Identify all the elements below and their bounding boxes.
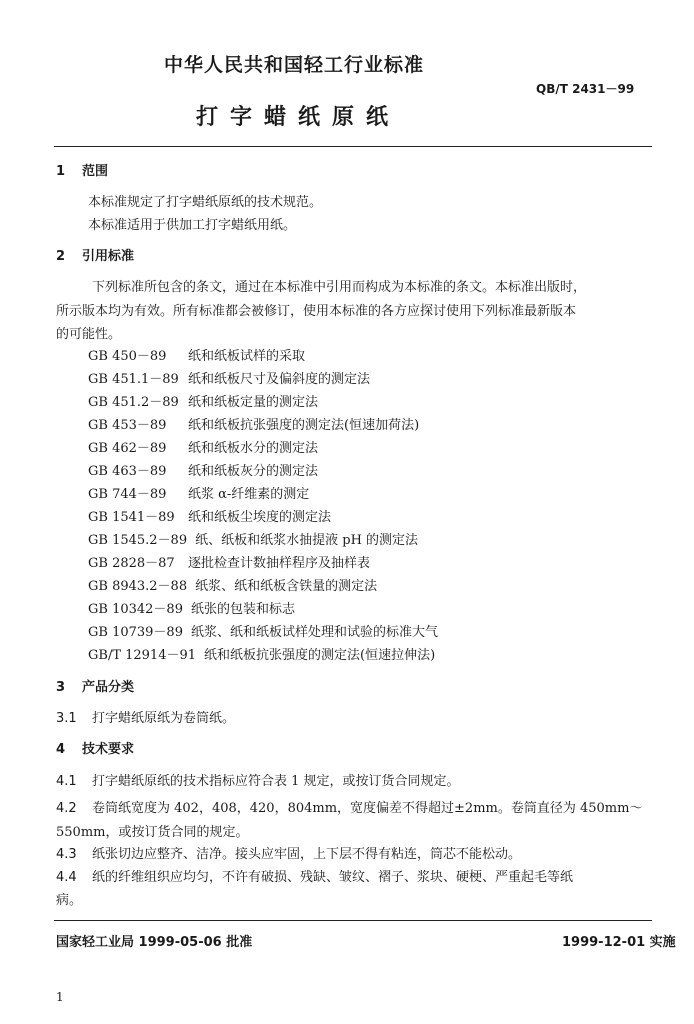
clause-text: 卷筒纸宽度为 402，408，420，804mm，宽度偏差不得超过±2mm。卷筒直径为 450mm～ [92, 801, 643, 816]
reference-title: 纸浆、纸和纸板含铁量的测定法 [195, 579, 378, 594]
clause-text-continuation: 550mm，或按订货合同的规定。 [56, 825, 249, 840]
section-title: 范围 [82, 164, 109, 179]
reference-item [88, 575, 377, 594]
reference-title: 纸张的包装和标志 [190, 602, 295, 617]
reference-code: GB/T 12914－91 [88, 648, 197, 663]
reference-item [88, 598, 295, 617]
section-title: 技术要求 [82, 742, 135, 757]
clause-3-1 [56, 707, 235, 726]
section-number: 4 [56, 742, 66, 757]
reference-title: 纸浆、纸和纸板试样处理和试验的标准大气 [190, 625, 438, 640]
reference-title: 纸和纸板抗张强度的测定法(恒速加荷法) [188, 418, 420, 433]
clause-number: 4.2 [56, 801, 77, 816]
section-title: 产品分类 [82, 680, 135, 695]
reference-title: 纸和纸板水分的测定法 [188, 441, 319, 456]
clause-4-3 [56, 843, 521, 862]
standard-code: QB/T 2431－99 [536, 82, 635, 96]
clause-number: 3.1 [56, 711, 77, 726]
reference-title: 纸和纸板尺寸及偏斜度的测定法 [188, 372, 371, 387]
reference-item [88, 644, 435, 663]
clause-4-4 [56, 866, 573, 885]
section-number: 2 [56, 249, 66, 264]
reference-title: 纸和纸板尘埃度的测定法 [188, 510, 332, 525]
reference-title: 纸、纸板和纸浆水抽提液 pH 的测定法 [195, 533, 419, 548]
section-3-heading [56, 676, 134, 695]
reference-item [88, 345, 305, 364]
reference-title: 逐批检查计数抽样程序及抽样表 [188, 556, 371, 571]
reference-code: GB 2828－87 [88, 556, 175, 571]
reference-item [88, 552, 370, 571]
reference-code: GB 10739－89 [88, 625, 183, 640]
clause-number: 4.1 [56, 774, 77, 789]
page-number: 1 [56, 990, 64, 1004]
section-1-heading [56, 160, 108, 179]
section-number: 3 [56, 680, 66, 695]
section-2-heading [56, 245, 134, 264]
reference-item [88, 483, 309, 502]
paragraph-line: 本标准规定了打字蜡纸原纸的技术规范。 [88, 195, 323, 210]
reference-code: GB 462－89 [88, 441, 167, 456]
paragraph-line: 所示版本均为有效。所有标准都会被修订，使用本标准的各方应探讨使用下列标准最新版本 [56, 304, 577, 319]
reference-code: GB 8943.2－88 [88, 579, 188, 594]
footer-divider [54, 920, 652, 921]
reference-title: 纸和纸板抗张强度的测定法(恒速拉伸法) [204, 648, 436, 663]
reference-code: GB 450－89 [88, 349, 167, 364]
clause-4-2 [56, 797, 642, 816]
reference-code: GB 451.1－89 [88, 372, 179, 387]
reference-code: GB 1545.2－89 [88, 533, 188, 548]
reference-code: GB 451.2－89 [88, 395, 179, 410]
header-divider [54, 146, 652, 147]
effective-date: 1999-12-01 实施 [562, 935, 676, 950]
paragraph-line: 的可能性。 [56, 327, 122, 342]
reference-item [88, 460, 318, 479]
document-title: 打字蜡纸原纸 [196, 105, 401, 130]
clause-text: 纸的纤维组织应均匀，不许有破损、残缺、皱纹、褶子、浆块、硬梗、严重起毛等纸 [92, 870, 574, 885]
clause-text: 纸张切边应整齐、洁净。接头应牢固，上下层不得有粘连，筒芯不能松动。 [92, 847, 522, 862]
reference-title: 纸浆 α-纤维素的测定 [188, 487, 310, 502]
clause-number: 4.4 [56, 870, 77, 885]
reference-code: GB 463－89 [88, 464, 167, 479]
clause-text: 打字蜡纸原纸的技术指标应符合表 1 规定，或按订货合同规定。 [92, 774, 460, 789]
standard-organization: 中华人民共和国轻工行业标准 [164, 54, 425, 76]
reference-item [88, 621, 438, 640]
paragraph-line: 下列标准所包含的条文，通过在本标准中引用而构成为本标准的条文。本标准出版时， [92, 280, 587, 295]
reference-item [88, 437, 318, 456]
section-4-heading [56, 738, 134, 757]
reference-title: 纸和纸板定量的测定法 [188, 395, 319, 410]
paragraph-line: 本标准适用于供加工打字蜡纸用纸。 [88, 218, 297, 233]
reference-code: GB 744－89 [88, 487, 167, 502]
reference-item [88, 529, 418, 548]
reference-item [88, 506, 331, 525]
clause-text: 打字蜡纸原纸为卷筒纸。 [92, 711, 236, 726]
clause-4-1 [56, 770, 460, 789]
section-title: 引用标准 [82, 249, 135, 264]
reference-item [88, 368, 370, 387]
reference-code: GB 10342－89 [88, 602, 183, 617]
clause-text-continuation: 病。 [56, 893, 83, 908]
reference-code: GB 453－89 [88, 418, 167, 433]
reference-item [88, 414, 419, 433]
reference-title: 纸和纸板灰分的测定法 [188, 464, 319, 479]
clause-number: 4.3 [56, 847, 77, 862]
reference-title: 纸和纸板试样的采取 [188, 349, 306, 364]
section-number: 1 [56, 164, 66, 179]
approval-date: 国家轻工业局 1999-05-06 批准 [56, 935, 253, 950]
reference-item [88, 391, 318, 410]
reference-code: GB 1541－89 [88, 510, 175, 525]
